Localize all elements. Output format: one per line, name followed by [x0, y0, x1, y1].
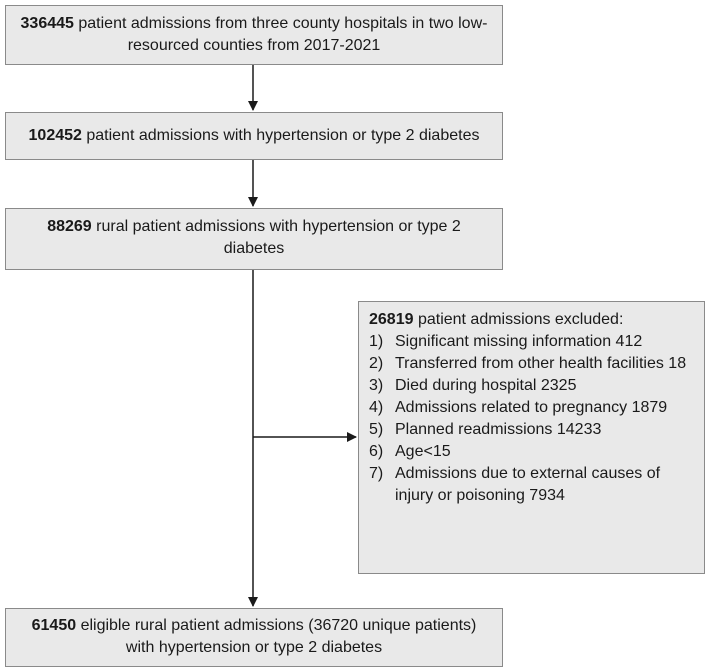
exclusion-list	[369, 331, 694, 507]
exclusion-item	[369, 419, 694, 441]
exclusion-item-text: Transferred from other health facilities 18	[395, 355, 687, 372]
htn-dm-admissions-text: patient admissions with hypertension or type 2 diabetes	[81, 127, 480, 144]
exclusion-item-number: 5)	[369, 421, 384, 438]
exclusion-item-number: 1)	[369, 333, 384, 350]
exclusion-item-text: Significant missing information 412	[395, 333, 643, 350]
exclusion-header	[369, 309, 694, 331]
rural-admissions-count: 88269	[47, 218, 92, 235]
rural-admissions-box	[5, 208, 503, 270]
eligible-admissions-count: 61450	[31, 617, 77, 634]
exclusion-item	[369, 463, 694, 507]
exclusion-item-text: Planned readmissions 14233	[395, 421, 602, 438]
total-admissions-text: patient admissions from three county hospitals in two low-resourced counties from 2017-2021	[73, 15, 488, 54]
total-admissions-count: 336445	[20, 15, 74, 32]
exclusion-item-number: 3)	[369, 377, 384, 394]
exclusion-item	[369, 353, 694, 375]
exclusion-item-text: Admissions related to pregnancy 1879	[395, 399, 668, 416]
exclusion-item-number: 6)	[369, 443, 384, 460]
exclusion-item-text: Admissions due to external causes of injury or poisoning 7934	[395, 465, 661, 504]
exclusion-header-text: patient admissions excluded:	[413, 311, 624, 328]
exclusion-count: 26819	[369, 311, 414, 328]
exclusion-item-text: Died during hospital 2325	[395, 377, 577, 394]
exclusion-item	[369, 441, 694, 463]
htn-dm-admissions-count: 102452	[28, 127, 82, 144]
eligible-admissions-text: eligible rural patient admissions (36720 unique patients) with hypertension or type 2 diabetes	[76, 617, 477, 656]
exclusion-item	[369, 375, 694, 397]
eligible-admissions-box	[5, 608, 503, 667]
total-admissions-box	[5, 5, 503, 65]
exclusion-item-number: 7)	[369, 465, 384, 482]
exclusion-item	[369, 331, 694, 353]
exclusion-item-number: 4)	[369, 399, 384, 416]
exclusion-box	[358, 301, 705, 574]
exclusion-item-number: 2)	[369, 355, 384, 372]
exclusion-item	[369, 397, 694, 419]
htn-dm-admissions-box	[5, 112, 503, 160]
exclusion-item-text: Age<15	[395, 443, 451, 460]
rural-admissions-text: rural patient admissions with hypertension or type 2 diabetes	[91, 218, 461, 257]
